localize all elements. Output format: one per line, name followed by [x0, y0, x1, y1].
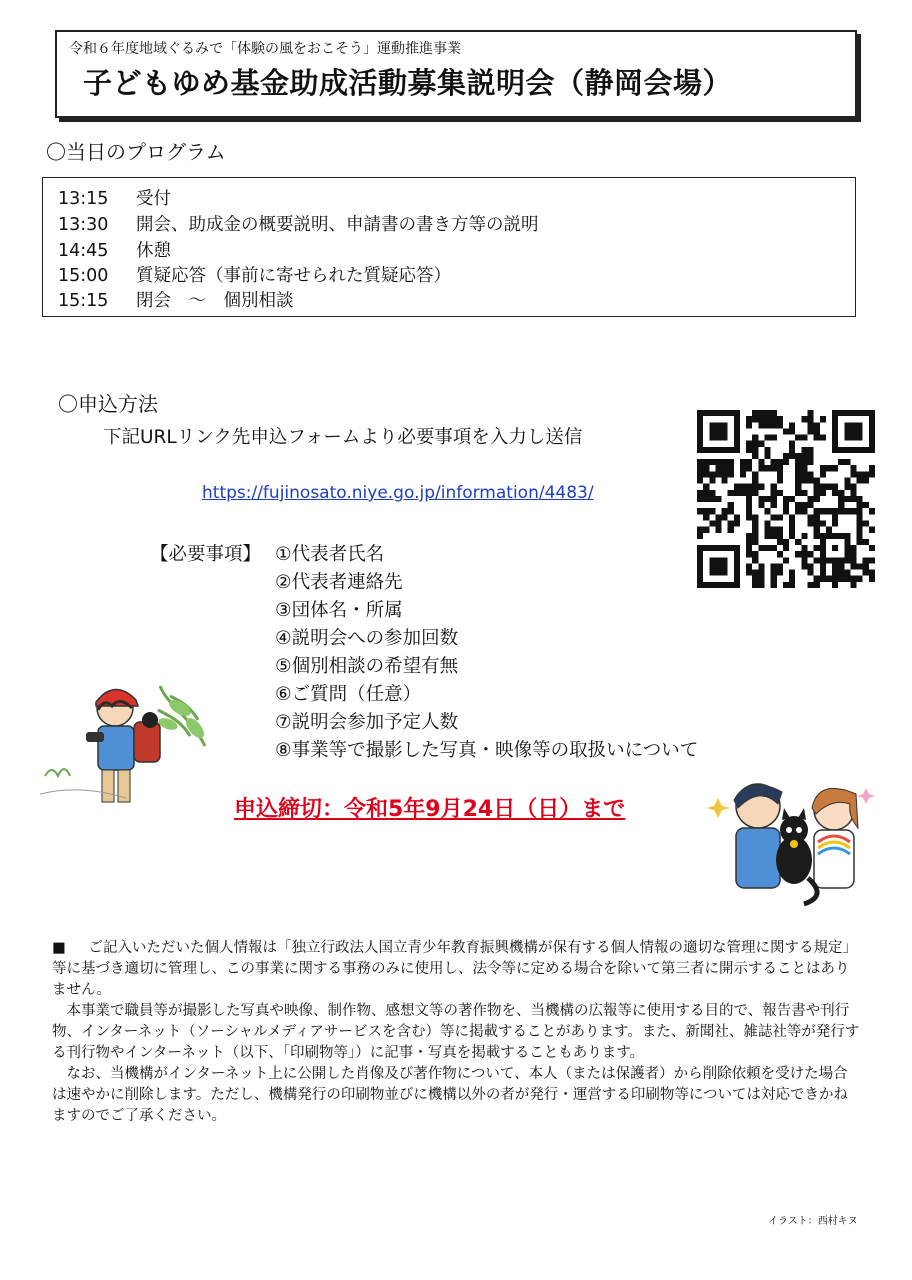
program-time: 13:30 — [58, 215, 109, 235]
program-heading: 〇当日のプログラム — [46, 140, 226, 164]
required-item: ③団体名・所属 — [275, 600, 403, 621]
program-row — [58, 287, 294, 312]
program-text: 質疑応答（事前に寄せられた質疑応答） — [136, 266, 451, 286]
program-time: 15:15 — [58, 291, 109, 311]
required-item: ⑧事業等で撮影した写真・映像等の取扱いについて — [275, 740, 699, 761]
notice-bullet: ■ — [52, 940, 66, 956]
privacy-notice — [52, 938, 862, 1127]
program-row — [58, 262, 451, 287]
required-item: ⑤個別相談の希望有無 — [275, 656, 459, 677]
hiker-child-illustration — [40, 676, 212, 816]
application-url-link[interactable]: https://fujinosato.niye.go.jp/information/4483/ — [202, 483, 594, 503]
required-item: ①代表者氏名 — [275, 544, 385, 565]
program-text: 休憩 — [136, 241, 171, 261]
notice-paragraph-2: 本事業で職員等が撮影した写真や映像、制作物、感想文等の著作物を、当機構の広報等に使用する目的で、報告書や刊行物、インターネット（ソーシャルメディアサービスを含む）等に掲載することがあります。また、新聞社、雑誌社等が発行する刊行物やインターネット（以下、「印刷物等」）に記事・写真を掲載することもあります。 — [52, 1003, 860, 1061]
notice-paragraph-1: ご記入いただいた個人情報は「独立行政法人国立青少年教育振興機構が保有する個人情報の適切な管理に関する規定」等に基づき適切に管理し、この事業に関する事務のみに使用し、法令等に定める場合を除いて第三者に開示することはありません。 — [52, 940, 857, 998]
required-item: ②代表者連絡先 — [275, 572, 403, 593]
notice-paragraph — [52, 938, 862, 1001]
page-title: 子どもゆめ基金助成活動募集説明会（静岡会場） — [83, 66, 733, 100]
program-text: 開会、助成金の概要説明、申請書の書き方等の説明 — [136, 215, 539, 235]
notice-paragraph-3: なお、当機構がインターネット上に公開した肖像及び著作物について、本人（または保護者）から削除依頼を受けた場合は速やかに削除します。ただし、機構発行の印刷物並びに機構以外の者が発行・運営する印刷物等については対応できかねますのでご了承ください。 — [52, 1066, 849, 1124]
program-row — [58, 211, 539, 236]
program-text: 閉会 ～ 個別相談 — [136, 291, 294, 311]
illustration-credit: イラスト：西村キヌ — [768, 1216, 858, 1227]
qr-code-icon[interactable] — [697, 410, 875, 588]
program-text: 受付 — [136, 189, 171, 209]
required-items-label: 【必要事項】 — [150, 544, 262, 565]
program-box — [42, 177, 856, 317]
program-row — [58, 237, 171, 262]
required-item: ⑥ご質問（任意） — [275, 684, 422, 705]
program-row — [58, 185, 171, 210]
apply-heading: 〇申込方法 — [58, 392, 158, 416]
children-with-cat-illustration — [708, 768, 884, 910]
required-item: ⑦説明会参加予定人数 — [275, 712, 459, 733]
program-time: 14:45 — [58, 241, 109, 261]
program-time: 13:15 — [58, 189, 109, 209]
program-time: 15:00 — [58, 266, 109, 286]
apply-description: 下記URLリンク先申込フォームより必要事項を入力し送信 — [103, 427, 583, 448]
required-item: ④説明会への参加回数 — [275, 628, 459, 649]
header-box — [55, 30, 857, 118]
header-subtitle: 令和６年度地域ぐるみで「体験の風をおこそう」運動推進事業 — [69, 41, 461, 57]
application-deadline: 申込締切：令和5年9月24日（日）まで — [234, 797, 626, 822]
